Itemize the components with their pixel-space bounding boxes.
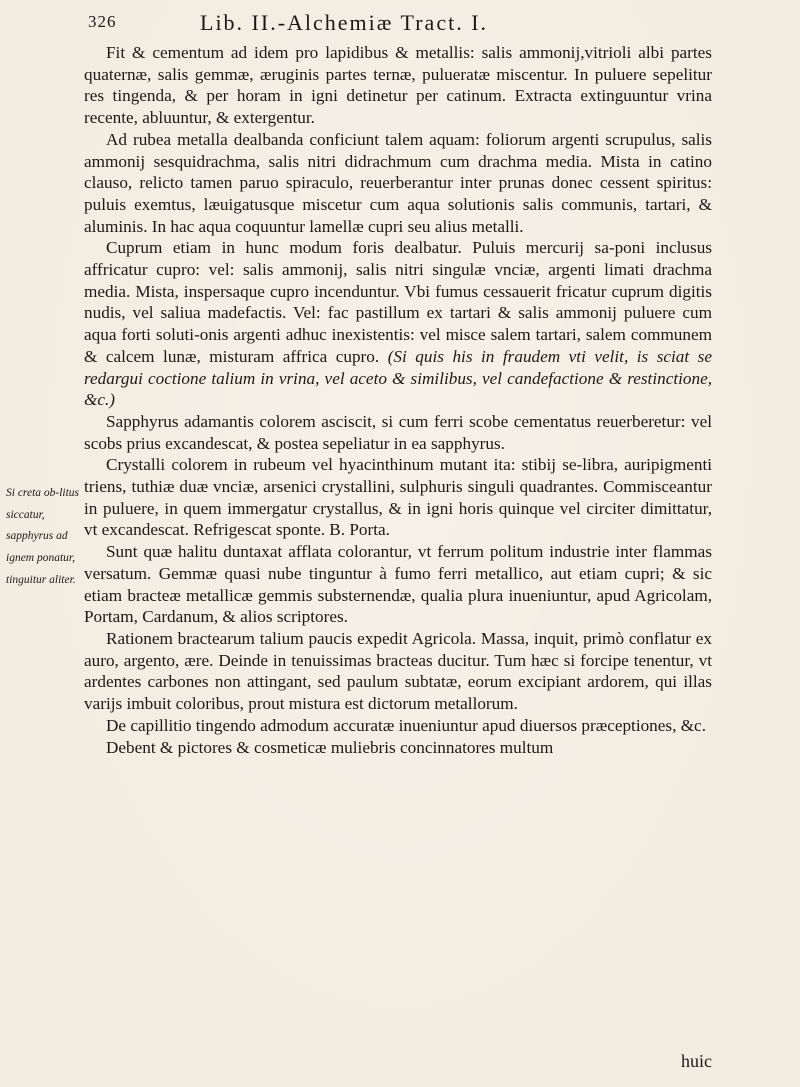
italic-note: (Si quis his in fraudem vti velit, is sciat se redargui coctione talium in vrina, vel aceto & similibus, vel candefactione & restinctione, &c.) <box>84 346 713 410</box>
paragraph-capillitio: De capillitio tingendo admodum accuratæ inueniuntur apud diuersos præceptiones, &c. <box>106 715 706 735</box>
paragraph-cuprum-text: Cuprum etiam in hunc modum foris dealbatur. Puluis mercurij sa-poni inclusus affricatur cupro: vel: salis ammonij, salis nitri singulæ vnciæ, argenti limati drachma media. Mista, inspersaque cupro incenduntur. Vbi fumus cessauerit fricatur cuprum digitis nudis, vel saliua madefactis. Vel: fac pastillum ex tartari & salis ammonij puluere cum aqua forti soluti-onis argenti adhuc inexistentis: vel misce salem tartari, salem communem & calcem lunæ, misturam affrica cupro. <box>84 238 712 366</box>
margin-note: Si creta ob-litus siccatur, sapphyrus ad ignem ponatur, tinguitur aliter. <box>6 487 80 586</box>
paragraph-halitu: Sunt quæ halitu duntaxat afflata colorantur, vt ferrum politum industrie inter flammas versatum. Gemmæ quasi nube tinguntur à fumo ferri metallico, aut etiam cupri; & sic etiam bracteæ metallicæ gemmis substernendæ, qualia plura inueniuntur, apud Agricolam, Portam, Cardanum, & alios scriptores. <box>84 542 712 627</box>
paragraph-crystalli: Crystalli colorem in rubeum vel hyacinthinum mutant ita: stibij se-libra, auripigmenti triens, tuthiæ duæ vnciæ, arsenici crystallini, sulphuris singuli quadrantes. Commisceantur in puluere, in quem immergatur crystallus, & in igni horis quinque vel circiter dimittatur, vt excandescat. Refrigescat sponte. B. Porta. <box>84 455 712 540</box>
body-text <box>84 42 712 758</box>
paragraph-pictores: Debent & pictores & cosmeticæ muliebris concinnatores multum <box>106 737 554 757</box>
paragraph-bractearum: Rationem bractearum talium paucis expedit Agricola. Massa, inquit, primò conflatur ex auro, argento, ære. Deinde in tenuissimas bracteas ducitur. Tum hæc si forcipe tenentur, vt ardentes carbones non attingant, sed paulum subtatæ, eorum excipiant ardorem, qui illas varijs imbuit coloribus, prout mistura est dictorum metallorum. <box>84 628 712 714</box>
page-number: 326 <box>88 12 117 31</box>
paragraph-rubea-metalla: Ad rubea metalla dealbanda conficiunt talem aquam: foliorum argenti scrupulus, salis ammonij sesquidrachma, salis nitri didrachmum cum drachma media. Mista in catino clauso, relicto tamen paruo spiraculo, reuerberantur inter prunas donec cessent spiritus: puluis exemtus, læuigatusque miscetur cum aqua solutionis salis communis, tartari, & aluminis. In hac aqua coquuntur lamellæ cupri seu alius metalli. <box>84 129 712 236</box>
page-header <box>88 10 708 38</box>
running-title: Lib. II.-Alchemiæ Tract. I. <box>200 10 489 35</box>
paragraph-cuprum <box>84 237 712 411</box>
catchword: huic <box>681 1051 712 1071</box>
paragraph-cementum: Fit & cementum ad idem pro lapidibus & metallis: salis ammonij,vitrioli albi partes quaternæ, salis gemmæ, æruginis partes ternæ, pulueratæ miscentur. In puluere sepelitur res tingenda, & per horam in igni detinetur per catinum. Extracta extinguuntur vrina recente, abluuntur, & extergentur. <box>84 43 712 128</box>
paragraph-sapphyrus: Sapphyrus adamantis colorem asciscit, si cum ferri scobe cementatus reuerberetur: vel scobs prius excandescat, & postea sepeliatur in ea sapphyrus. <box>84 411 712 453</box>
